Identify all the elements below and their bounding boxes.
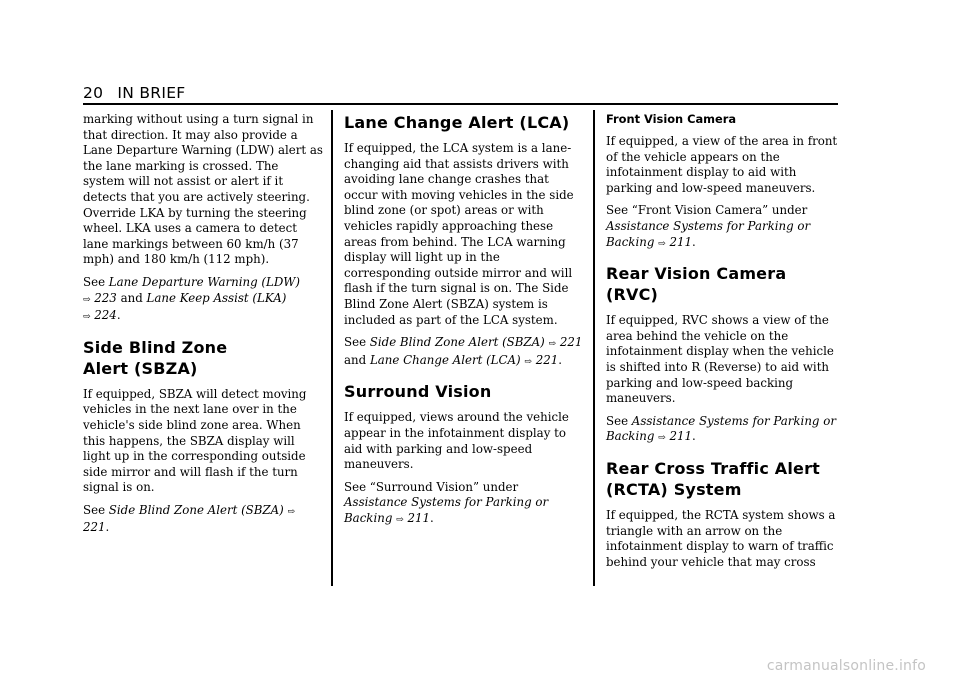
- page-arrow-icon: ⇨: [83, 312, 91, 323]
- see-reference-sbza: [83, 503, 323, 536]
- lka-paragraph: marking without using a turn signal in that direction. It may also provide a Lane Departure Warning (LDW) alert as the lane marking is crossed. The system will not assist or alert if it detects that you are actively steering. Override LKA by turning the steering wheel. LKA uses a camera to detect lane markings between 60 km/h (37 mph) and 180 km/h (112 mph).: [83, 112, 323, 267]
- heading-surround-vision: Surround Vision: [344, 382, 492, 402]
- heading-line: Alert (SBZA): [83, 358, 198, 378]
- see-label: See: [83, 274, 106, 289]
- page-ref-224[interactable]: 224: [94, 308, 117, 323]
- link-parking-assist[interactable]: Assistance Systems for Parking or Backing: [606, 218, 811, 249]
- page-ref-221[interactable]: 221: [83, 520, 106, 535]
- page-ref-223[interactable]: 223: [94, 290, 117, 305]
- sbza-paragraph: If equipped, SBZA will detect moving vehicles in the next lane over in the vehicle's side blind zone area. When this happens, the SBZA display will light up in the corresponding outside side mirror and will flash if the turn signal is on.: [83, 386, 307, 495]
- header-rule: [83, 103, 838, 105]
- page-ref-221[interactable]: 221: [559, 335, 583, 350]
- quoted-topic: “Front Vision Camera”: [631, 203, 769, 218]
- section-title: IN BRIEF: [117, 84, 186, 102]
- link-lca[interactable]: Lane Change Alert (LCA): [369, 352, 521, 367]
- heading-sbza: [83, 337, 323, 379]
- quoted-topic: “Surround Vision”: [369, 479, 480, 494]
- watermark: carmanualsonline.info: [766, 658, 926, 674]
- page-arrow-icon: ⇨: [287, 506, 296, 517]
- heading-front-vision-camera: Front Vision Camera: [606, 112, 737, 126]
- rcta-paragraph: If equipped, the RCTA system shows a triangle with an arrow on the infotainment display to warn of traffic behind your vehicle that may cross: [606, 507, 836, 569]
- see-label: See: [606, 203, 629, 218]
- and-text: and: [120, 290, 143, 305]
- heading-line: (RCTA) System: [606, 479, 742, 499]
- period: .: [691, 429, 696, 444]
- heading-rcta: [606, 458, 842, 500]
- period: .: [429, 510, 434, 525]
- column-divider-1: [331, 110, 333, 586]
- heading-line: Side Blind Zone: [83, 337, 228, 357]
- column-divider-2: [593, 110, 595, 586]
- page-ref-221[interactable]: 221: [535, 352, 559, 367]
- link-parking-assist[interactable]: Assistance Systems for Parking or Backing: [606, 413, 836, 444]
- link-ldw[interactable]: Lane Departure Warning (LDW): [108, 274, 301, 289]
- page-arrow-icon: ⇨: [658, 433, 666, 444]
- page-ref-211[interactable]: 211: [669, 234, 692, 249]
- page-number: 20: [83, 84, 104, 102]
- page-arrow-icon: ⇨: [524, 356, 532, 367]
- column-3: [606, 112, 842, 577]
- page-arrow-icon: ⇨: [548, 339, 557, 350]
- see-reference-front-vision: [606, 203, 842, 252]
- column-1: [83, 112, 323, 543]
- see-reference-lca: [344, 335, 584, 370]
- heading-lca: Lane Change Alert (LCA): [344, 113, 570, 132]
- front-vision-paragraph: If equipped, a view of the area in front of the vehicle appears on the infotainment display to aid with parking and low-speed maneuvers.: [606, 134, 838, 195]
- see-label: See: [83, 502, 106, 517]
- period: .: [691, 234, 696, 249]
- heading-rvc: Rear Vision Camera (RVC): [606, 264, 787, 305]
- see-reference-rvc: [606, 414, 842, 447]
- period: .: [105, 520, 110, 535]
- link-sbza[interactable]: Side Blind Zone Alert (SBZA): [369, 335, 545, 350]
- lca-paragraph: If equipped, the LCA system is a lane-changing aid that assists drivers with avoiding lane change crashes that occur with moving vehicles in the side blind zone (or spot) areas or with vehicles rapidly approaching these areas from behind. The LCA warning display will light up in the corresponding outside mirror and will flash if the turn signal is on. The Side Blind Zone Alert (SBZA) system is included as part of the LCA system.: [344, 141, 574, 327]
- surround-vision-paragraph: If equipped, views around the vehicle appear in the infotainment display to aid with parking and low-speed maneuvers.: [344, 410, 569, 472]
- under-text: under: [482, 479, 519, 494]
- page-ref-211[interactable]: 211: [407, 510, 430, 525]
- period: .: [116, 308, 121, 323]
- page-arrow-icon: ⇨: [658, 238, 666, 249]
- rvc-paragraph: If equipped, RVC shows a view of the area behind the vehicle on the infotainment display when the vehicle is shifted into R (Reverse) to aid with parking and low-speed backing maneuvers.: [606, 313, 834, 406]
- page-ref-211[interactable]: 211: [669, 429, 692, 444]
- and-text: and: [344, 352, 367, 367]
- see-reference-lka: [83, 275, 323, 326]
- page-arrow-icon: ⇨: [396, 514, 404, 525]
- column-2: [344, 112, 584, 535]
- link-lka[interactable]: Lane Keep Assist (LKA): [146, 290, 287, 305]
- heading-line: Rear Cross Traffic Alert: [606, 458, 821, 478]
- see-reference-surround: [344, 480, 584, 529]
- period: .: [558, 352, 562, 367]
- under-text: under: [771, 203, 808, 218]
- page-arrow-icon: ⇨: [83, 294, 91, 305]
- link-parking-assist[interactable]: Assistance Systems for Parking or Backing: [344, 495, 549, 525]
- see-label: See: [344, 335, 367, 350]
- see-label: See: [606, 413, 629, 428]
- see-label: See: [344, 479, 367, 494]
- link-sbza[interactable]: Side Blind Zone Alert (SBZA): [108, 502, 284, 517]
- page-header: [83, 84, 186, 102]
